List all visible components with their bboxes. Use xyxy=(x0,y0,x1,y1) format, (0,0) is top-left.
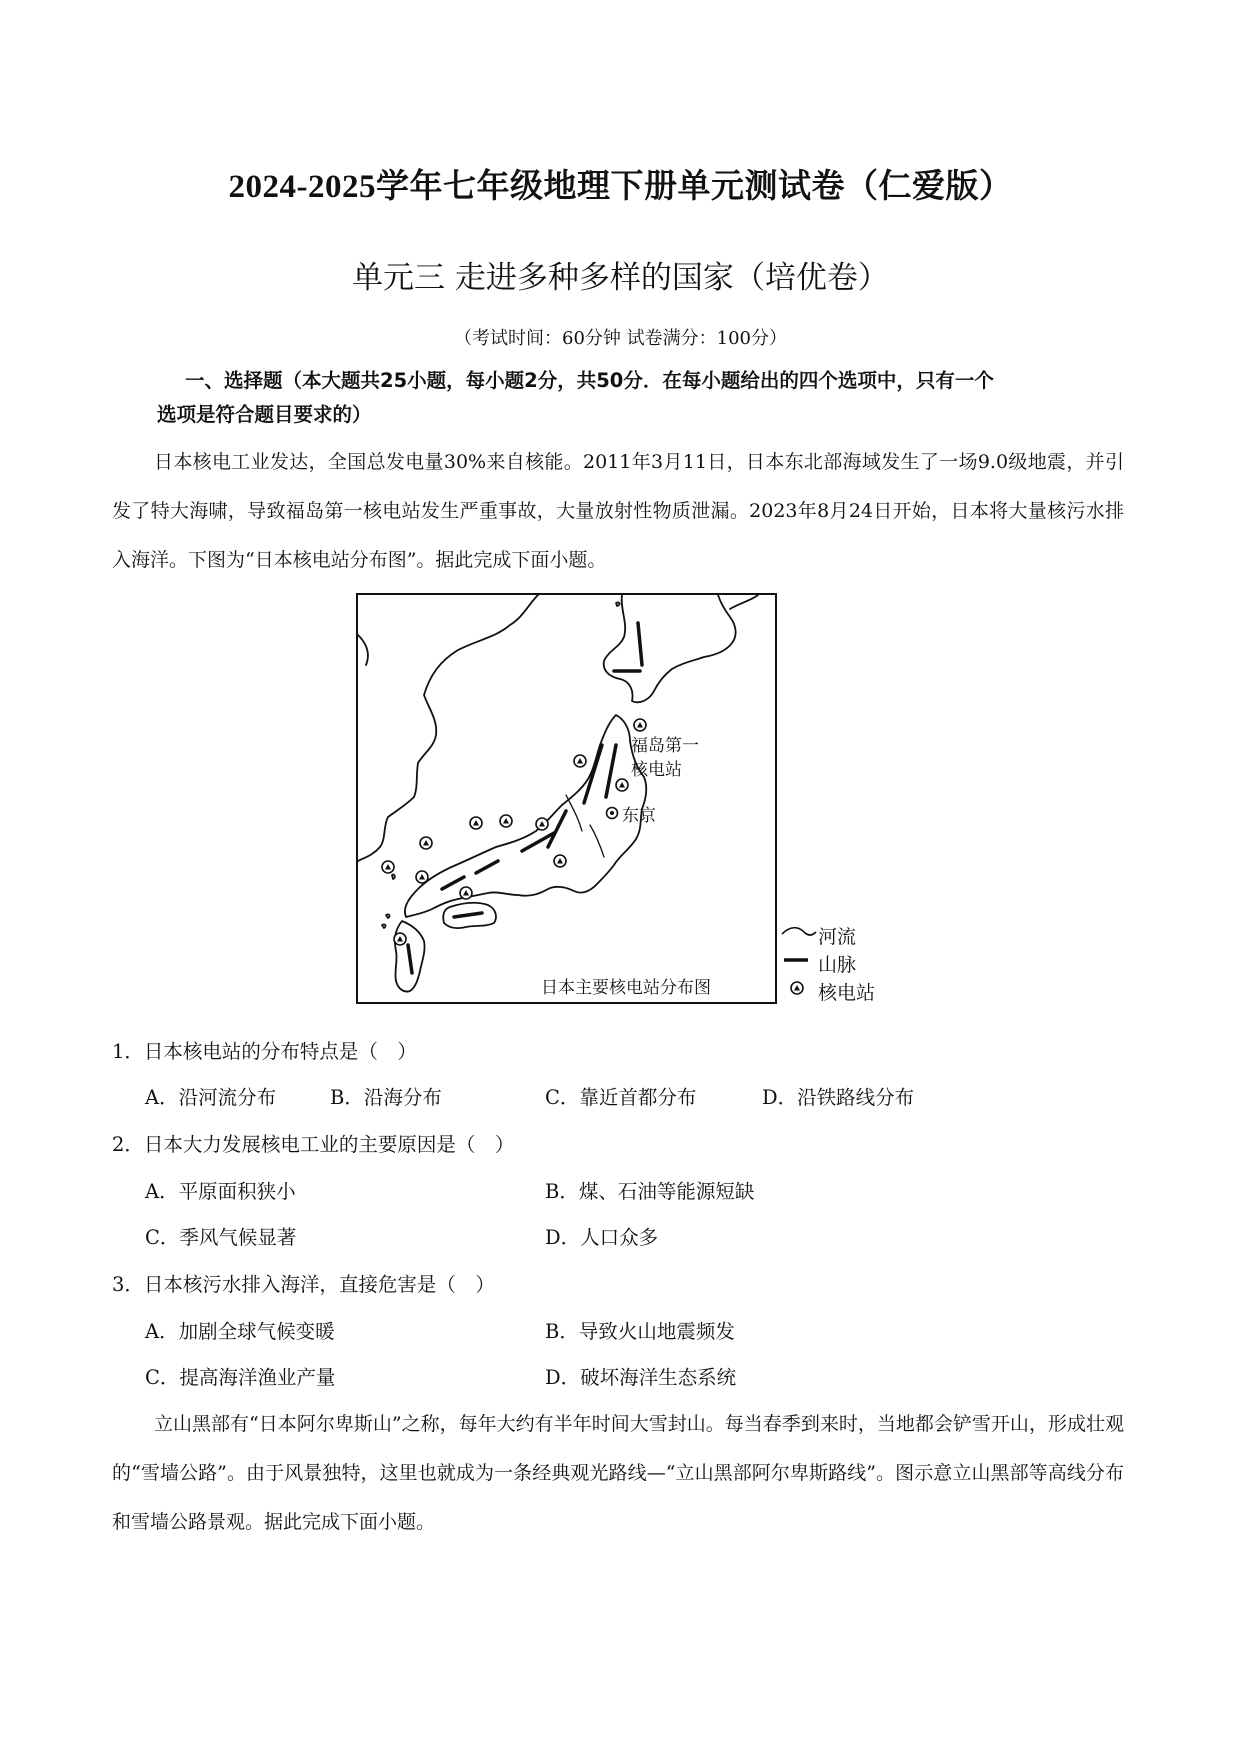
q2-option-d: D．人口众多 xyxy=(545,1226,659,1249)
japan-nuclear-map xyxy=(356,593,777,1004)
legend-plant-icon xyxy=(791,982,803,994)
tokyo-marker xyxy=(607,808,618,819)
mountain-tohoku-2 xyxy=(606,745,616,797)
q3-option-b: B．导致火山地震频发 xyxy=(545,1320,735,1343)
section-heading-line1: 一、选择题（本大题共25小题，每小题2分，共50分．在每小题给出的四个选项中，只有一个 xyxy=(185,369,994,392)
question-3-stem: 3．日本核污水排入海洋，直接危害是（ ） xyxy=(112,1273,495,1296)
plant-marker xyxy=(420,837,432,849)
map-drawing xyxy=(358,595,777,1004)
plant-marker xyxy=(416,871,428,883)
plant-marker xyxy=(500,815,512,827)
island-1 xyxy=(386,914,389,918)
plant-marker xyxy=(536,818,548,830)
mountain-hokkaido-1 xyxy=(638,623,642,665)
river-1 xyxy=(566,795,582,831)
passage-nuclear: 日本核电工业发达，全国总发电量30%来自核能。2011年3月11日，日本东北部海域发生了一场9.0级地震，并引发了特大海啸，导致福岛第一核电站发生严重事故，大量放射性物质泄漏。2023年8月24日开始，日本将大量核污水排入海洋。下图为“日本核电站分布图”。据此完成下面小题。 xyxy=(112,451,1124,571)
label-fukushima-2: 核电站 xyxy=(631,760,682,780)
q3-option-d: D．破坏海洋生态系统 xyxy=(545,1366,737,1389)
plant-marker xyxy=(574,755,586,767)
nuclear-plants xyxy=(382,719,646,945)
mountain-chugoku-2 xyxy=(442,877,464,889)
question-1-stem: 1．日本核电站的分布特点是（ ） xyxy=(112,1040,417,1063)
q1-option-d: D．沿铁路线分布 xyxy=(762,1086,915,1109)
map-caption: 日本主要核电站分布图 xyxy=(541,978,711,998)
page-title: 2024-2025学年七年级地理下册单元测试卷（仁爱版） xyxy=(228,169,1013,205)
plant-marker xyxy=(470,817,482,829)
q3-option-c: C．提高海洋渔业产量 xyxy=(145,1366,336,1389)
section-heading-line2: 选项是符合题目要求的） xyxy=(157,403,372,426)
q1-option-b: B．沿海分布 xyxy=(330,1086,442,1109)
q1-option-a: A．沿河流分布 xyxy=(145,1086,277,1109)
section-heading xyxy=(157,364,1137,432)
legend-symbols xyxy=(780,920,820,1000)
mountain-shikoku xyxy=(454,913,482,917)
legend-river-icon xyxy=(782,928,816,935)
island-4 xyxy=(616,602,620,606)
island-2 xyxy=(382,924,385,928)
plant-marker xyxy=(634,719,646,731)
q1-option-c: C．靠近首都分布 xyxy=(545,1086,697,1109)
mountain-kyushu xyxy=(408,945,412,973)
plant-marker xyxy=(382,861,394,873)
q2-option-a: A．平原面积狭小 xyxy=(145,1180,296,1203)
plant-marker xyxy=(460,887,472,899)
mountain-chugoku-1 xyxy=(476,861,498,873)
plant-marker xyxy=(554,855,566,867)
exam-meta: （考试时间：60分钟 试卷满分：100分） xyxy=(454,328,787,349)
question-2-stem: 2．日本大力发展核电工业的主要原因是（ ） xyxy=(112,1133,515,1156)
q3-option-a: A．加剧全球气候变暖 xyxy=(145,1320,335,1343)
plant-marker xyxy=(616,779,628,791)
legend-river-label: 河流 xyxy=(818,926,857,948)
legend-mountain-label: 山脉 xyxy=(818,954,857,976)
legend-plant-label: 核电站 xyxy=(818,982,876,1004)
label-fukushima-1: 福岛第一 xyxy=(631,736,699,756)
river-2 xyxy=(590,825,604,857)
plant-marker xyxy=(394,933,406,945)
page-subtitle: 单元三 走进多种多样的国家（培优卷） xyxy=(352,260,889,296)
q2-option-c: C．季风气候显著 xyxy=(145,1226,297,1249)
hokkaido-outline xyxy=(604,595,736,702)
mountain-tohoku-1 xyxy=(584,745,602,803)
hokkaido-tip xyxy=(730,595,758,609)
island-3 xyxy=(392,875,395,879)
korea-coast xyxy=(358,635,368,665)
passage-tateyama: 立山黑部有“日本阿尔卑斯山”之称，每年大约有半年时间大雪封山。每当春季到来时，当地都会铲雪开山，形成壮观的“雪墙公路”。由于风景独特，这里也就成为一条经典观光路线—“立山黑部阿尔卑斯路线”。图示意立山黑部等高线分布和雪墙公路景观。据此完成下面小题。 xyxy=(112,1413,1124,1533)
q2-option-b: B．煤、石油等能源短缺 xyxy=(545,1180,755,1203)
label-tokyo: 东京 xyxy=(622,806,656,826)
